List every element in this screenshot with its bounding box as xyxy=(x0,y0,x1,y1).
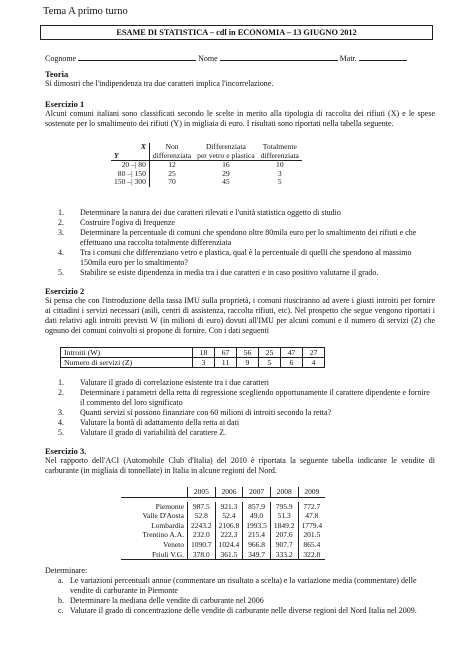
cell: 215.4 xyxy=(243,530,271,540)
region-label: Piemonte xyxy=(155,501,184,511)
row-label: 80 –| 150 xyxy=(117,168,146,178)
cell: 52.8 xyxy=(188,511,216,521)
col3-header-line2: differenziata xyxy=(258,152,302,161)
teoria-section xyxy=(45,69,435,89)
question-number: 4. xyxy=(58,248,64,257)
cell: 5 xyxy=(277,177,282,186)
cell: 25 xyxy=(259,348,281,358)
question-text: Tra i comuni che differenziano vetro e plastica, qual è la percentuale di quelli che spendono al massimo 150mila euro per lo smaltimento? xyxy=(80,248,412,267)
question-letter: c. xyxy=(58,606,64,615)
cell: 3 xyxy=(193,358,215,368)
list-item xyxy=(58,228,434,248)
cell: 1024.4 xyxy=(215,540,243,550)
cell: 772.7 xyxy=(298,502,325,512)
cell: 10 xyxy=(276,160,284,169)
table-row xyxy=(121,511,325,521)
cell: 51.3 xyxy=(270,511,298,521)
cell: 1779.4 xyxy=(298,521,325,531)
table-row xyxy=(121,521,325,531)
exercise2-title: Esercizio 2 xyxy=(45,286,85,296)
question-text: Stabilire se esiste dipendenza in media tra i due caratteri e in caso positivo valutarne il grado. xyxy=(80,268,379,277)
cell: 52.4 xyxy=(215,511,243,521)
question-text: Determinare la mediana delle vendite di carburante nel 2006 xyxy=(70,596,264,605)
exercise3-section xyxy=(45,446,435,476)
question-number: 5. xyxy=(58,268,64,277)
cell: 29 xyxy=(222,168,230,178)
exercise1-intro: Alcuni comuni italiani sono classificati secondo le scelte in merito alla tipologia di raccolta dei rifiuti (X) e le spese sostenute per lo smaltimento dei rifiuti (Y) in migliaia di euro. I risultati sono riportati nella tabella seguente. xyxy=(45,109,435,129)
cell: 18 xyxy=(193,348,215,358)
cell: 222.3 xyxy=(215,530,243,540)
col3-header-line1: Totalmente xyxy=(262,142,297,151)
cell: 27 xyxy=(303,348,325,358)
cell: 4 xyxy=(303,358,325,368)
question-number: 4. xyxy=(58,418,64,427)
cell: 378.0 xyxy=(188,550,216,560)
exercise2-section xyxy=(45,286,435,336)
teoria-title: Teoria xyxy=(45,69,69,79)
cell: 56 xyxy=(237,348,259,358)
question-text: Quanti servizi si possono finanziare con 60 milioni di introiti secondo la retta? xyxy=(80,408,332,417)
question-text: Valutare il grado di concentrazione delle vendite di carburante nelle diverse regioni del Nord Italia nel 2009. xyxy=(70,606,417,615)
table-row xyxy=(61,358,325,368)
page-header-label: Tema A primo turno xyxy=(43,6,128,17)
cell: 12 xyxy=(149,161,194,170)
cell: 5 xyxy=(259,358,281,368)
question-number: 2. xyxy=(58,218,64,227)
cell: 2106.8 xyxy=(215,521,243,531)
cell: 11 xyxy=(215,358,237,368)
cognome-field[interactable] xyxy=(78,52,196,61)
cell: 3 xyxy=(277,168,282,178)
table-row xyxy=(121,550,325,560)
question-text: Determinare la natura dei due caratteri rilevati e l'unità statistica oggetto di studio xyxy=(80,208,341,217)
question-text: Valutare il grado di correlazione esistente tra i due caratteri xyxy=(80,378,270,387)
col2-header-line1: Differenziata xyxy=(205,142,246,151)
cell: 322.8 xyxy=(298,550,325,560)
matr-field[interactable] xyxy=(359,52,407,61)
cell: 9 xyxy=(237,358,259,368)
question-text: Le variazioni percentuali annue (commentare un risultato a scelta) e la variazione media (commentare) delle vendite di carburante in Piemonte xyxy=(70,576,417,595)
list-item xyxy=(58,596,435,606)
cell: 966.8 xyxy=(243,540,271,550)
list-item xyxy=(58,218,434,228)
cell: 349.7 xyxy=(243,550,271,560)
table-row xyxy=(121,502,325,512)
cell: 795.9 xyxy=(270,502,298,512)
matr-label: Matr. xyxy=(339,54,357,63)
exercise2-intro: Si pensa che con l'introduzione della tassa IMU sulla proprietà, i comuni riusciranno ad avere i giusti introiti per fornire ai cittadini i servizi necessari (asili, centri di assistenza, raccolta rifiuti, etc). Nel prospetto che segue vengono riportati i dati relativi agli introiti previsti W (in milioni di euro) dovuti all'IMU per alcuni comuni e il numero di servizi (Z) che ognuno dei comuni coinvolti si propone di fornire. Con i dati seguenti xyxy=(45,296,435,336)
row-label: 20 –| 80 xyxy=(121,160,146,169)
cell: 1993.5 xyxy=(243,521,271,531)
list-item xyxy=(58,268,434,278)
exercise1-section xyxy=(45,99,435,129)
year-header: 2009 xyxy=(298,487,325,497)
y-label: Y xyxy=(111,152,149,161)
cell: 333.2 xyxy=(270,550,298,560)
year-header: 2005 xyxy=(188,487,216,497)
teoria-text: Si dimostri che l'indipendenza tra due caratteri implica l'incorrelazione. xyxy=(45,79,274,89)
list-item xyxy=(58,248,434,268)
exercise1-table xyxy=(111,143,302,187)
cell: 361.5 xyxy=(215,550,243,560)
year-header: 2006 xyxy=(215,487,243,497)
list-item xyxy=(58,418,434,428)
region-label: Friuli V.G. xyxy=(121,550,188,560)
col1-header-line1: Non xyxy=(149,143,194,152)
question-number: 1. xyxy=(58,208,64,217)
cell: 49.0 xyxy=(243,511,271,521)
list-item xyxy=(58,388,434,408)
table-row xyxy=(121,530,325,540)
question-letter: a. xyxy=(58,576,64,585)
exercise2-table xyxy=(60,347,325,368)
cell: 67 xyxy=(215,348,237,358)
cell: 987.5 xyxy=(188,502,216,512)
question-text: Determinare i parametri della retta di regressione scegliendo opportunamente il carattere dipendente e fornire il commento del loro significato xyxy=(80,388,430,407)
cell: 921.3 xyxy=(215,502,243,512)
exercise1-questions xyxy=(58,208,434,278)
question-number: 1. xyxy=(58,378,64,387)
x-label: X xyxy=(140,142,146,151)
table-row xyxy=(121,540,325,550)
list-item xyxy=(58,378,434,388)
cell: 232.0 xyxy=(188,530,216,540)
student-info-line xyxy=(45,52,435,63)
question-number: 2. xyxy=(58,388,64,397)
question-number: 5. xyxy=(58,428,64,437)
exercise1-title: Esercizio 1 xyxy=(45,99,85,109)
question-text: Determinare la percentuale di comuni che spendono oltre 80mila euro per lo smaltimento dei rifiuti e che effettuano una raccolta totalmente differenziata xyxy=(80,228,417,247)
cell: 865.4 xyxy=(298,540,325,550)
question-letter: b. xyxy=(58,596,64,605)
list-item xyxy=(58,576,435,596)
col1-header-line2: differenziata xyxy=(149,152,194,161)
cell: 70 xyxy=(149,178,194,187)
nome-label: Nome xyxy=(198,54,218,63)
cognome-label: Cognome xyxy=(45,54,77,63)
cell: 857.9 xyxy=(243,502,271,512)
row-label: Introiti (W) xyxy=(61,348,193,358)
cell: 47 xyxy=(281,348,303,358)
cell: 1090.7 xyxy=(188,540,216,550)
region-label: Lombardia xyxy=(151,520,184,530)
cell: 45 xyxy=(222,177,230,186)
nome-field[interactable] xyxy=(220,52,338,61)
row-label: Numero di servizi (Z) xyxy=(61,358,193,368)
cell: 6 xyxy=(281,358,303,368)
list-item xyxy=(58,408,434,418)
question-text: Valutare la bontà di adattamento della retta ai dati xyxy=(80,418,240,427)
question-text: Costruire l'ogiva di frequenze xyxy=(80,218,175,227)
exam-title: ESAME DI STATISTICA – cdl in ECONOMIA – 13 GIUGNO 2012 xyxy=(40,25,433,40)
cell: 25 xyxy=(149,170,194,179)
cell: 2243.2 xyxy=(188,521,216,531)
region-label: Valle D'Aosta xyxy=(142,511,184,521)
list-item xyxy=(58,606,435,616)
determinare-label: Determinare: xyxy=(45,566,88,575)
exercise3-table xyxy=(121,487,325,560)
exercise3-intro: Nel rapporto dell'ACI (Automobile Club d'Italia) del 2010 è riportata la seguente tabella indicante le vendite di carburante (in migliaia di tonnellate) in Italia in alcune regioni del Nord. xyxy=(45,456,435,476)
table-row xyxy=(111,178,302,187)
question-number: 3. xyxy=(58,408,64,417)
question-number: 3. xyxy=(58,228,64,237)
region-label: Trentino A.A. xyxy=(142,530,184,540)
cell: 47.8 xyxy=(298,511,325,521)
cell: 201.5 xyxy=(298,530,325,540)
cell: 1849.2 xyxy=(270,521,298,531)
cell: 207.6 xyxy=(270,530,298,540)
list-item xyxy=(58,428,434,438)
cell: 16 xyxy=(222,160,230,169)
question-text: Valutare il grado di variabilità del carattere Z. xyxy=(80,428,227,437)
col2-header-line2: per vetro e plastica xyxy=(194,152,258,161)
region-label: Veneto xyxy=(163,539,184,549)
table-row xyxy=(61,348,325,358)
cell: 907.7 xyxy=(270,540,298,550)
exercise3-title: Esercizio 3. xyxy=(45,446,87,456)
exercise3-questions xyxy=(45,566,435,616)
year-header: 2007 xyxy=(243,487,271,497)
list-item xyxy=(58,208,434,218)
row-label: 150 –| 300 xyxy=(114,177,146,186)
year-header: 2008 xyxy=(270,487,298,497)
exercise2-questions xyxy=(58,378,434,438)
